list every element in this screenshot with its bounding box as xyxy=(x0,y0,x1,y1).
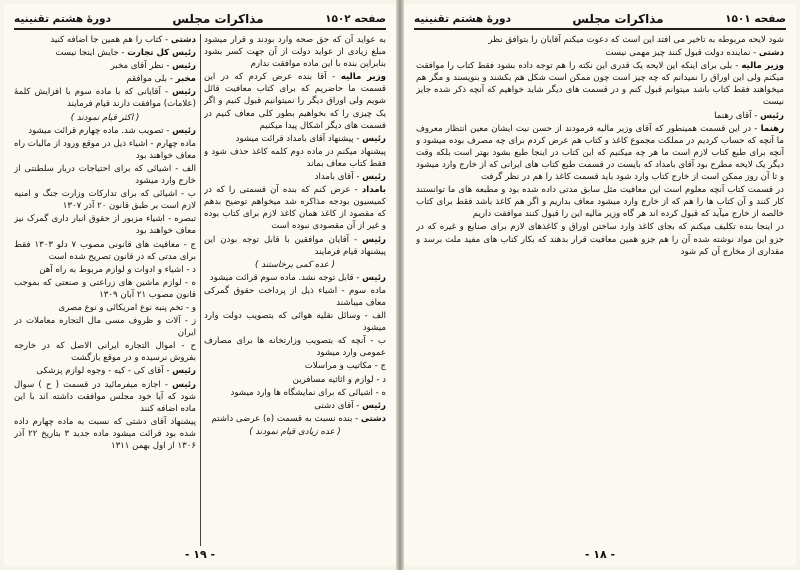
paragraph xyxy=(14,379,196,415)
paragraph xyxy=(14,34,196,46)
paragraph xyxy=(14,302,196,314)
paragraph-text: ح - اموال التجاره ایرانی الاصل که در خارجه بفروش نرسیده و در موقع بازگشت xyxy=(14,341,196,364)
paragraph-text: - نماینده دولت قبول کنند چیز مهمی نیست xyxy=(605,48,757,59)
speaker-name: رئیس xyxy=(172,366,196,377)
paragraph xyxy=(14,365,196,377)
left-header-title: مذاکرات مجلس xyxy=(172,12,264,26)
paragraph-text: در قسمت کتاب آنچه معلوم است این معافیت مثل سابق مدتی داده شده بود و مطبعه های ما توانستند کار کنند و آن کتاب ها را هم که از خارج وارد میشود معاف بداریم و اگر هم کاغذ باشد فقط برای کتاب خالصه از خارج میآید که قبول کرده اند هر گاه وزیر مالیه این را قبول کنند موافقت داریم xyxy=(416,185,784,220)
speaker-name: رئیس xyxy=(172,87,196,98)
right-page-header xyxy=(414,10,786,30)
speaker-name: دشتی xyxy=(758,48,784,59)
right-page xyxy=(404,4,796,566)
speaker-name: رهنما xyxy=(760,123,784,134)
column-divider xyxy=(200,34,201,546)
paragraph-text: ج - معافیت های قانونی مصوب ۷ دلو ۱۳۰۳ فقط برای مدتی که در قانون تصریح شده است xyxy=(14,239,196,262)
paragraph xyxy=(204,400,386,412)
paragraph xyxy=(14,138,196,162)
paragraph-text: - بنده نسبت به قسمت (ه) عرضی داشتم xyxy=(211,413,359,424)
paragraph-text: ( اکثر قیام نمودند ) xyxy=(70,112,140,123)
paragraph xyxy=(416,123,784,183)
paragraph xyxy=(416,60,784,108)
paragraph-text: - بلی موافقم xyxy=(126,74,173,85)
paragraph-text: الف - اشیائی که برای احتیاجات دربار سلطنتی از خارج وارد میشود xyxy=(14,163,196,187)
paragraph-text: ( عده زیادی قیام نمودند ) xyxy=(249,426,341,437)
paragraph-text: - در این قسمت همینطور که آقای وزیر مالیه فرمودند از حسن نیت ایشان معین انتظار معروف ما آنچه که حساب کردیم در مملکت مجموع کاغذ و کتاب هم عرض کردم برای چه مصرف بوده میشود و آنچه برای طبع کتاب لازم است ما هر چه میکنیم که این کتاب در اینجا طبع بشود بهتر است بلکه وقت دیگر یک لایحه مطرح بود آقای بامداد که بایست در قسمت طبع کتاب های ایرانی که از خارج وارد میشود و تا آن روز ممکن است از خارج کتاب وارد شود باید قسمت کاغذ را هم در نظر گرفت xyxy=(416,123,784,183)
paragraph-text: - جایش اینجا نیست xyxy=(55,48,125,59)
paragraph xyxy=(416,221,784,257)
paragraph-text: - آقایان موافقین با قابل توجه بودن این پیشنهاد قیام فرمایند xyxy=(204,234,386,257)
paragraph-text: - آقایانی که با ماده سوم با افزایش کلمهٔ (علامات) موافقت دارند قیام فرمایند xyxy=(14,87,196,110)
paragraph-text: - بلی برای اینکه این لایحه یک قدری این نکته را هم توجه داده بشود فقط کتاب را موافقت میکنم ولی این اوراق را نمیدانم که چه چیز است چون ممکن است شکل هم بکشند و بنویسند و مگر هم میخواهند فقط کتاب باشد میتوانم قبول کنم و در قسمت های دیگر شاید خواهیم که آنچه ذکر شده جایز نیست xyxy=(416,61,784,108)
paragraph-text: - آقای رهنما xyxy=(714,110,758,121)
speaker-name: رئیس xyxy=(362,133,386,144)
speaker-name: رئیس xyxy=(362,172,386,183)
paragraph-text: - آقای کی - کیه - وجوه لوازم پزشکی xyxy=(36,366,170,377)
paragraph xyxy=(204,184,386,232)
paragraph-text: د - اشیاء و ادوات و لوازم مربوط به راه آهن xyxy=(39,264,196,275)
paragraph-text: - کتاب را هم همین جا اضافه کنید xyxy=(50,35,169,45)
paragraph xyxy=(204,426,386,438)
paragraph-text: د - لوازم و اثاثیه مسافرین xyxy=(292,374,386,385)
left-header-period: دورهٔ هشتم تقنینیه xyxy=(14,13,111,25)
speaker-name: رئیس xyxy=(362,234,386,245)
paragraph-text: ه - لوازم ماشین های زراعتی و صنعتی که بموجب قانون مصوب ۲۱ آبان ۱۳۰۹ xyxy=(14,277,196,300)
paragraph-text: ماده چهارم - اشیاء ذیل در موقع ورود از مالیات راه معاف خواهند بود xyxy=(14,138,196,161)
paragraph-text: پیشنهاد آقای دشتی که نسبت به ماده چهارم داده شده بود قرائت میشود ماده جدید ۳ بتاریخ ۲۲ آذر ۱۳۰۶ از اول بهمن ۱۳۱۱ xyxy=(14,416,196,451)
paragraph-text: پیشنهاد میکنم در ماده دوم کلمه کاغذ حذف شود و فقط کتاب معاف بماند xyxy=(204,146,386,169)
speaker-name: رئیس کل تجارت xyxy=(127,48,196,59)
paragraph xyxy=(204,374,386,386)
paragraph xyxy=(14,239,196,263)
paragraph-text: - تصویب شد. ماده چهارم قرائت میشود xyxy=(28,125,170,136)
paragraph xyxy=(14,188,196,212)
paragraph-text: - نظر آقای مخبر xyxy=(110,61,170,72)
paragraph-text: ب - اشیائی که برای تدارکات وزارت جنگ و امنیه لازم است بر طبق قانون ۲۰ آذر ۱۳۰۷ xyxy=(14,189,196,212)
paragraph xyxy=(416,47,784,59)
paragraph xyxy=(204,413,386,425)
speaker-name: بامداد xyxy=(361,185,386,196)
paragraph-text: و - تخم پنبه نوع امریکائی و نوع مصری xyxy=(58,302,196,313)
paragraph xyxy=(204,71,386,131)
paragraph xyxy=(416,34,784,46)
paragraph xyxy=(14,340,196,364)
right-header-page-number: صفحه ۱۵۰۱ xyxy=(725,13,786,25)
right-header-period: دورهٔ هشتم تقنینیه xyxy=(414,13,511,25)
paragraph-text: شود لایحه مربوطه به تاخیر می افتد این است که دعوت میکنم آقایان را بتوافق نظر xyxy=(488,35,784,45)
right-page-footer-number: - ۱۸ - xyxy=(584,548,616,561)
paragraph xyxy=(204,133,386,145)
paragraph xyxy=(204,272,386,284)
paragraph xyxy=(14,416,196,452)
paragraph xyxy=(204,146,386,170)
paragraph xyxy=(14,315,196,339)
paragraph xyxy=(204,34,386,70)
left-page-footer-number: - ۱۹ - xyxy=(184,548,216,561)
paragraph xyxy=(14,125,196,137)
left-page xyxy=(4,4,396,566)
paragraph-text: الف - وسائل نقلیه هوائی که بتصویب دولت وارد میشود xyxy=(204,311,386,334)
paragraph xyxy=(204,234,386,258)
left-page-header xyxy=(14,10,386,30)
left-header-page-number: صفحه ۱۵۰۲ xyxy=(325,13,386,25)
paragraph xyxy=(14,163,196,187)
speaker-name: رئیس xyxy=(172,61,196,72)
right-page-body xyxy=(416,34,784,546)
paragraph xyxy=(204,310,386,334)
speaker-name: دشتی xyxy=(360,413,386,424)
speaker-name: دشتی xyxy=(170,35,196,45)
paragraph-text: - آقای دشتی xyxy=(314,400,360,411)
paragraph xyxy=(14,73,196,85)
speaker-name: رئیس xyxy=(172,379,196,390)
paragraph xyxy=(204,335,386,359)
paragraph-text: ه - اشیائی که برای نمایشگاه ها وارد میشود xyxy=(230,387,386,398)
paragraph xyxy=(416,184,784,220)
paragraph xyxy=(14,47,196,59)
paragraph-text: در اینجا بنده تکلیف میکنم که بجای کاغذ وارد ساختن اوراق و کاغذهای لازم برای صنایع و غیره که در جزو این مواد نوشته شده آن را هم جزو همین معافیت قرار بدهند که بکار کتاب های مفید ملت برسد و مقداری از مخارج آن کم شود xyxy=(416,222,784,257)
paragraph-text: ماده سوم - اشیاء ذیل از پرداخت حقوق گمرکی معاف میباشند xyxy=(204,285,386,308)
paragraph xyxy=(204,387,386,399)
paragraph xyxy=(14,277,196,301)
speaker-name: وزیر مالیه xyxy=(741,61,784,72)
paragraph-text: ج - مکاتیب و مراسلات xyxy=(304,361,386,372)
paragraph xyxy=(14,86,196,110)
paragraph xyxy=(204,285,386,309)
speaker-name: رئیس xyxy=(172,125,196,136)
paragraph-text: - عرض کنم که بنده آن قسمتی را که در کمیسیون بودجه مذاکره شد میخواهم توضیح بدهم که مقصود از کاغذ همان کاغذ لازم برای کتاب بوده و غیر از آن مقصودی نبوده است xyxy=(204,185,386,232)
left-page-column-left xyxy=(14,34,196,546)
speaker-name: رئیس xyxy=(362,400,386,411)
paragraph xyxy=(416,110,784,122)
paragraph-text: - آقای بامداد xyxy=(314,172,360,183)
speaker-name: مخبر xyxy=(175,74,196,85)
paragraph xyxy=(14,213,196,237)
paragraph-text: به عواید آن که حق صحه وارد بودند و قرار میشود مبلغ زیادی از عواید دولت از آن جهت کسر بشود بنابراین بنده با این ماده موافقت ندارم xyxy=(204,35,386,70)
paragraph-text: - پیشنهاد آقای بامداد قرائت میشود xyxy=(235,133,360,144)
right-header-title: مذاکرات مجلس xyxy=(572,12,664,26)
left-page-column-right xyxy=(204,34,386,546)
paragraph xyxy=(204,360,386,372)
paragraph xyxy=(14,60,196,72)
paragraph-text: تبصره - اشیاء مزبور از حقوق انبار داری گمرک نیز معاف خواهند بود xyxy=(14,214,196,237)
paragraph xyxy=(14,112,196,124)
paragraph-text: ( عده کمی برخاستند ) xyxy=(255,259,335,270)
paragraph-text: ز - آلات و ظروف مسی مال التجاره معاملات در ایران xyxy=(14,316,196,339)
paragraph xyxy=(204,259,386,271)
speaker-name: رئیس xyxy=(760,110,784,121)
paragraph-text: - قابل توجه نشد. ماده سوم قرائت میشود xyxy=(209,272,360,283)
speaker-name: رئیس xyxy=(362,272,386,283)
paragraph-text: - اجازه میفرمائید در قسمت ( ح ) سوال شود که آیا خود مجلس موافقت داشته اند با این ماده اضافه کنند xyxy=(14,379,196,414)
paragraph xyxy=(204,171,386,183)
book-gutter xyxy=(396,0,404,570)
paragraph-text: ب - آنچه که بتصویب وزارتخانه ها برای مصارف عمومی وارد میشود xyxy=(204,336,386,359)
speaker-name: وزیر مالیه xyxy=(340,72,386,83)
paragraph-text: - آقا بنده عرض کردم که در این قسمت ما حاضریم که برای کتاب معافیت قائل شویم ولی اوراق دیگر را نمیتوانیم قبول کنیم و اگر یک چیزی را که بخواهیم بطور کلی معاف کنیم در قسمت های دیگر اشکال پیدا میکنیم xyxy=(204,72,386,131)
paragraph xyxy=(14,264,196,276)
